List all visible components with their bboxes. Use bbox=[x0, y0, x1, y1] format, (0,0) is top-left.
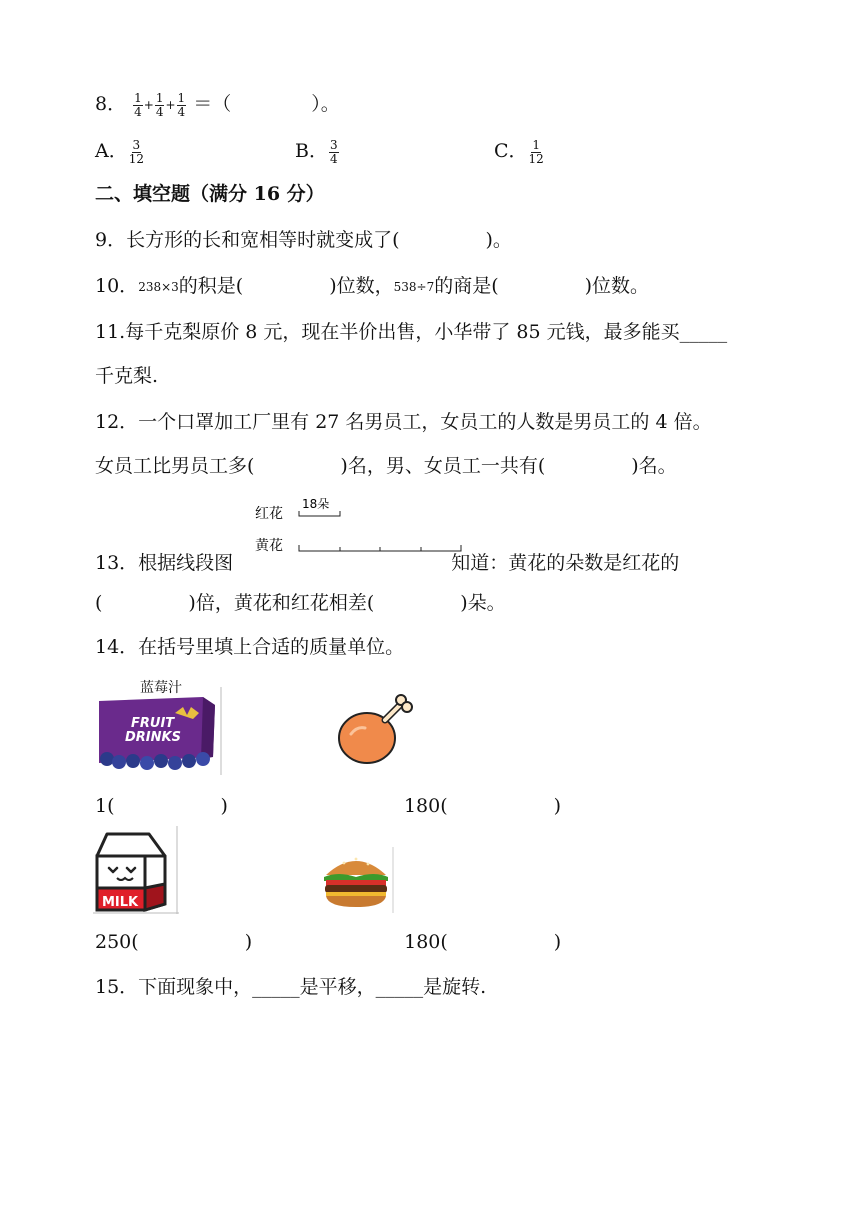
yellow-flower-label: 黄花 bbox=[255, 538, 283, 554]
q12-line2: 女员工比男员工多( )名，男、女员工一共有( )名。 bbox=[95, 455, 677, 477]
q11-line1: 11.每千克梨原价 8 元，现在半价出售，小华带了 85 元钱，最多能买_____ bbox=[95, 321, 728, 343]
red-count-label: 18朵 bbox=[302, 497, 330, 511]
section-title: 二、填空题（满分 16 分） bbox=[95, 183, 325, 205]
hamburger-image bbox=[318, 847, 394, 913]
expression: 238×3 bbox=[138, 280, 179, 294]
q14-row2: 250( ) 180( ) bbox=[95, 931, 562, 953]
q8-option-b: B． $\frac{3}{4}$ bbox=[295, 137, 338, 166]
q12-line1: 12．一个口罩加工厂里有 27 名男员工，女员工的人数是男员工的 4 倍。 bbox=[95, 411, 712, 433]
juice-label: 蓝莓汁 bbox=[140, 680, 182, 696]
fraction: $\frac{1}{4}$ bbox=[177, 90, 186, 119]
drumstick-image bbox=[335, 690, 417, 770]
q13-line1: 13．根据线段图 知道：黄花的朵数是红花的 bbox=[95, 552, 680, 574]
q14-title: 14．在括号里填上合适的质量单位。 bbox=[95, 636, 405, 658]
q14-row1: 1( ) 180( ) bbox=[95, 795, 562, 817]
q13-line2: ( )倍，黄花和红花相差( )朵。 bbox=[95, 592, 506, 614]
red-segment bbox=[299, 511, 340, 516]
q8-line: 8． $\frac{1}{4}$ + $\frac{1}{4}$ + $\frac{1}{4}$ ＝（ ）。 bbox=[95, 90, 340, 119]
q11-line2: 千克梨. bbox=[95, 365, 159, 387]
svg-text:MILK: MILK bbox=[102, 895, 139, 910]
q8-number: 8． bbox=[95, 93, 127, 115]
q15-line: 15．下面现象中，_____是平移，_____是旋转. bbox=[95, 976, 487, 998]
red-flower-label: 红花 bbox=[255, 506, 283, 522]
q8-option-c: C． $\frac{1}{12}$ bbox=[494, 137, 544, 166]
expression: 538÷7 bbox=[393, 280, 435, 294]
q9-line: 9．长方形的长和宽相等时就变成了( )。 bbox=[95, 229, 512, 251]
juice-box-image bbox=[95, 677, 223, 775]
svg-text:FRUIT: FRUIT bbox=[131, 716, 175, 731]
svg-text:DRINKS: DRINKS bbox=[125, 730, 181, 745]
fraction: $\frac{1}{4}$ bbox=[134, 90, 142, 119]
q10-line: 10．238×3的积是( )位数，538÷7的商是( )位数。 bbox=[95, 275, 650, 297]
q8-option-a: A． $\frac{3}{12}$ bbox=[95, 137, 145, 166]
milk-carton-image bbox=[93, 826, 179, 914]
fraction: $\frac{1}{4}$ bbox=[155, 90, 164, 119]
